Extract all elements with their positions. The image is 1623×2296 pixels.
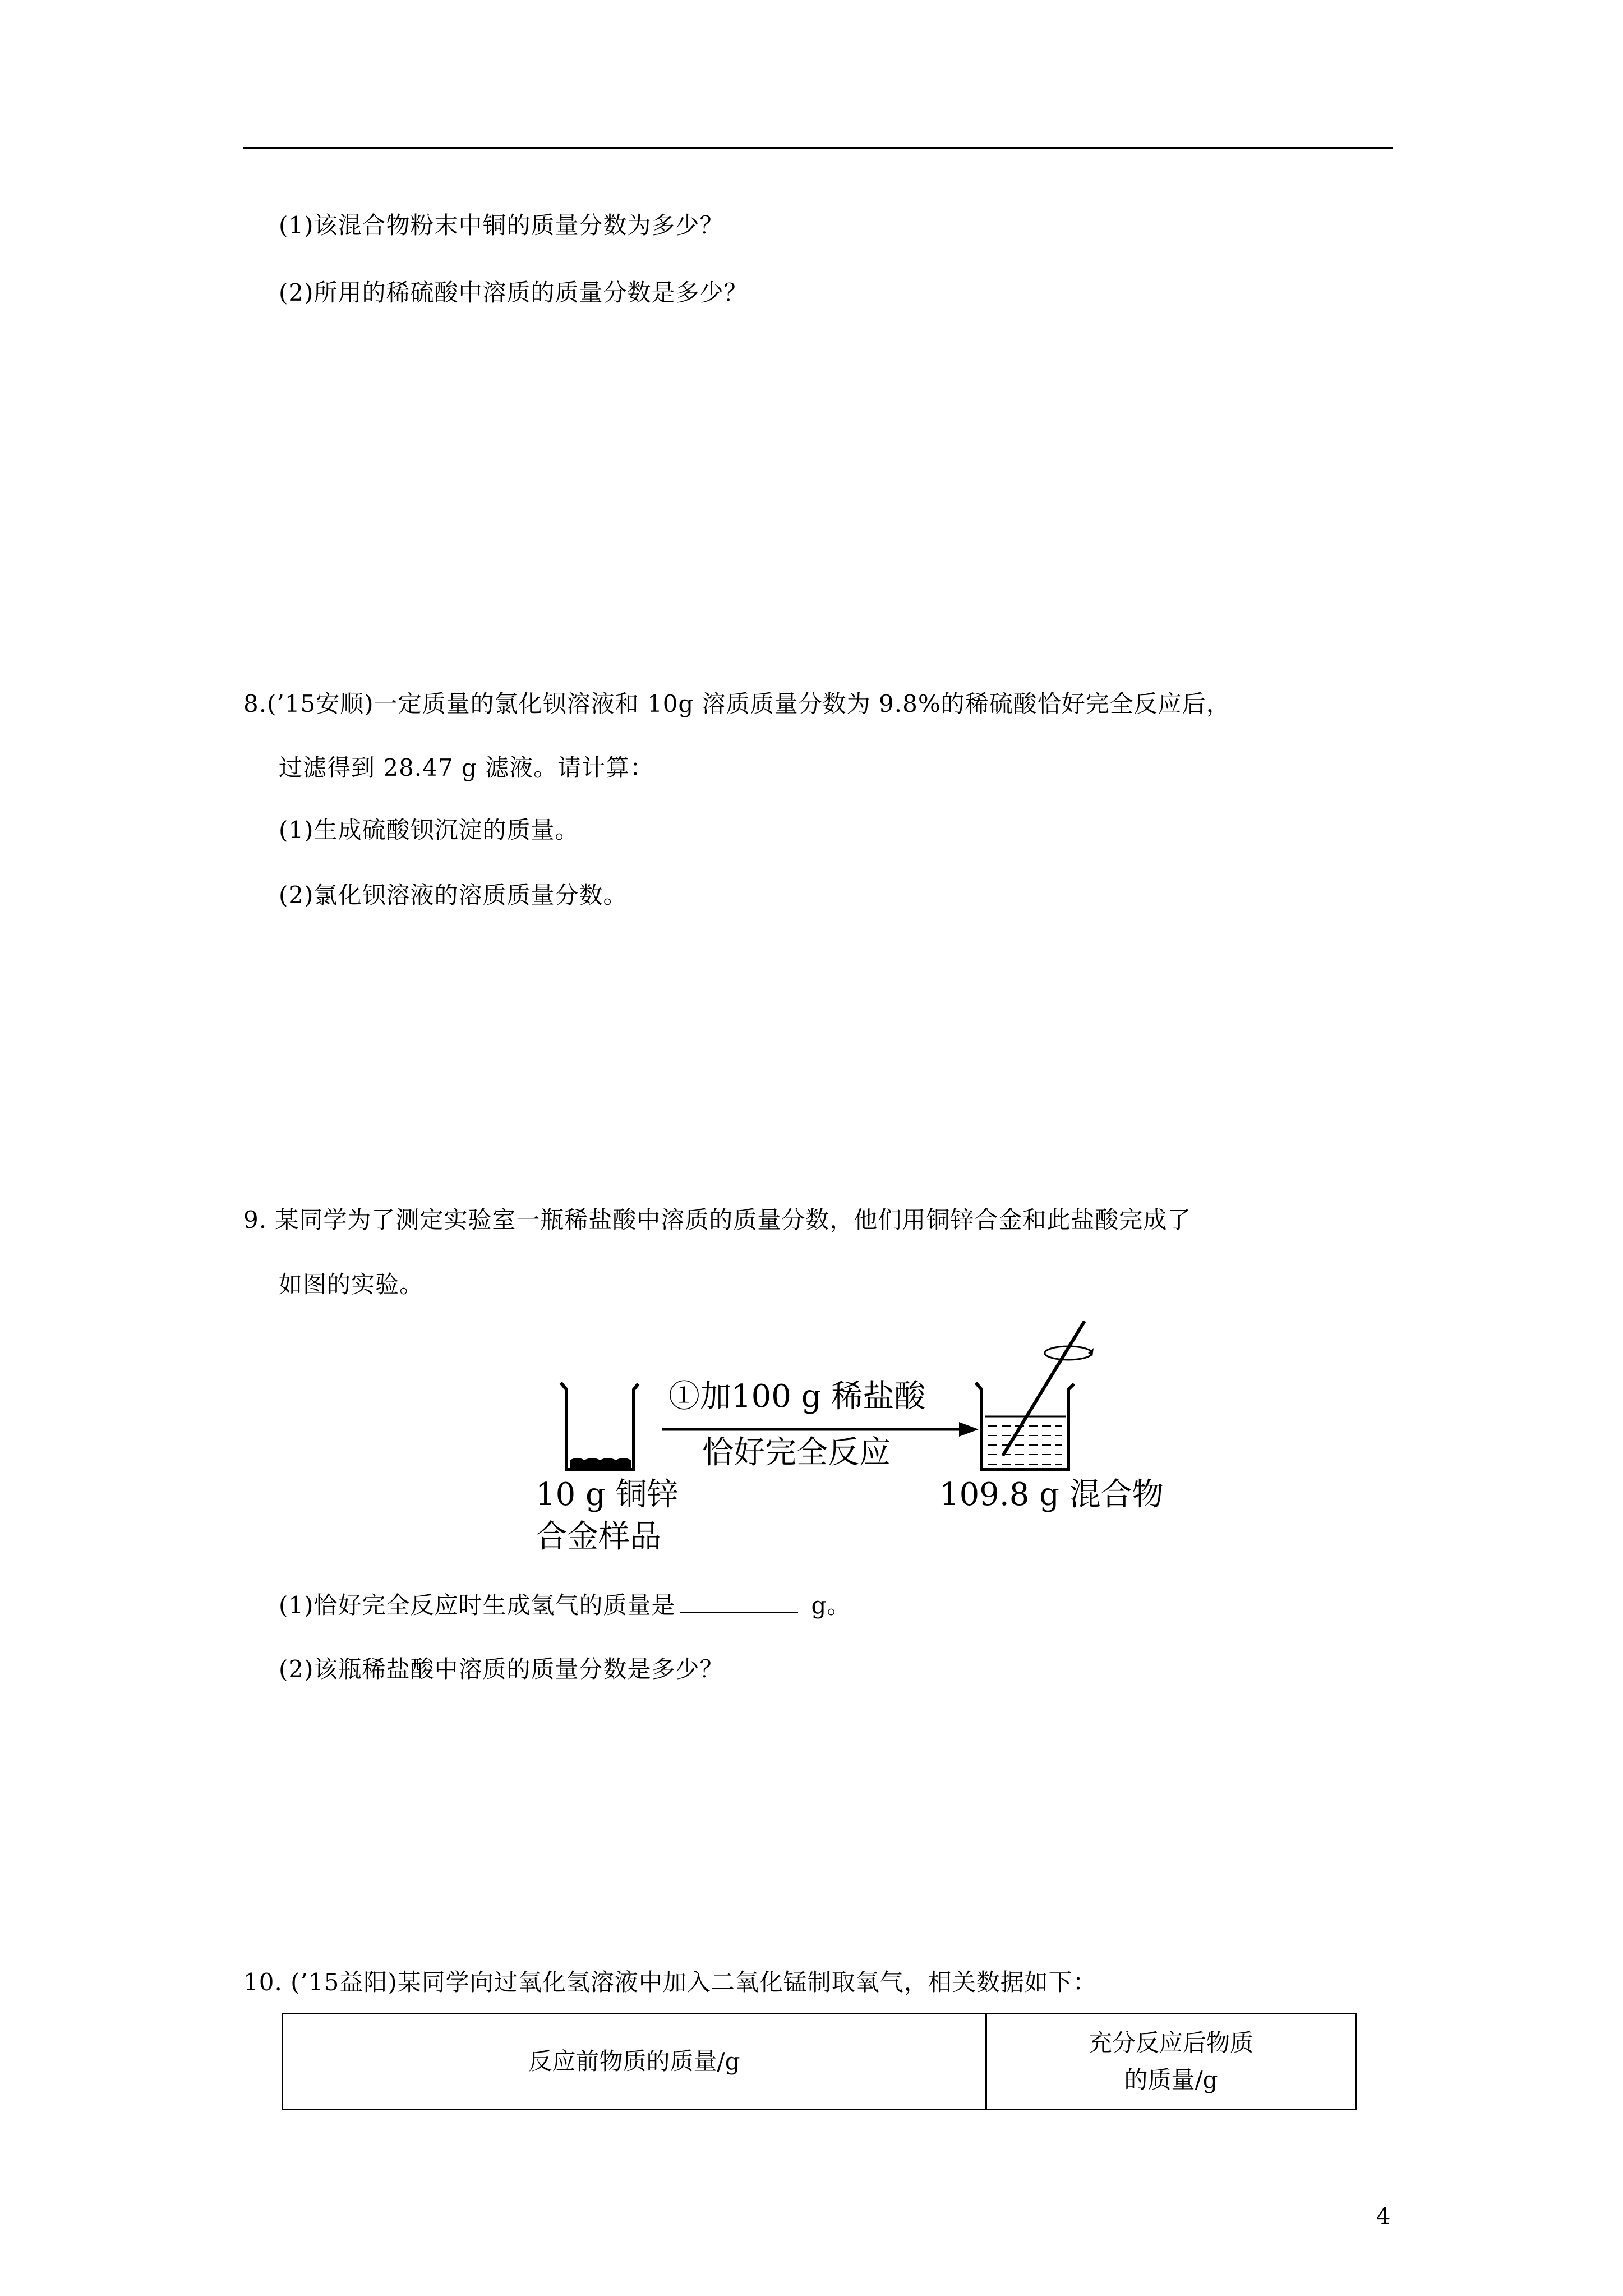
left-beaker-label-2: 合金样品 <box>536 1519 661 1555</box>
experiment-diagram <box>522 1321 1195 1573</box>
q7-sub1: (1)该混合物粉末中铜的质量分数为多少？ <box>279 211 724 239</box>
page-number: 4 <box>1376 2203 1391 2229</box>
q9-line2: 如图的实验。 <box>279 1271 424 1298</box>
q9-sub1-text: (1)恰好完全反应时生成氢气的质量是 <box>279 1591 676 1619</box>
answer-blank[interactable] <box>680 1590 798 1613</box>
table-header-before: 反应前物质的质量/g <box>283 2014 986 2110</box>
data-table <box>282 2013 1357 2110</box>
q8-sub2: (2)氯化钡溶液的溶质质量分数。 <box>279 881 628 909</box>
header-rule <box>243 147 1393 149</box>
beaker-right-icon <box>976 1321 1094 1470</box>
q9-sub1-unit: g。 <box>811 1591 851 1619</box>
right-beaker-label: 109.8 g 混合物 <box>939 1476 1164 1513</box>
arrow-top-label: ①加100 g 稀盐酸 <box>668 1378 926 1415</box>
q8-line2: 过滤得到 28.47 g 滤液。请计算： <box>279 754 654 781</box>
beaker-left-icon <box>561 1383 638 1470</box>
q8-sub1: (1)生成硫酸钡沉淀的质量。 <box>279 816 579 844</box>
table-row <box>283 2014 1356 2110</box>
left-beaker-label-1: 10 g 铜锌 <box>536 1476 679 1513</box>
q7-sub2: (2)所用的稀硫酸中溶质的质量分数是多少？ <box>279 279 748 306</box>
q9-sub2: (2)该瓶稀盐酸中溶质的质量分数是多少？ <box>279 1655 724 1683</box>
arrow-bottom-label: 恰好完全反应 <box>702 1434 891 1471</box>
q10-line1: 10. (’15益阳)某同学向过氧化氢溶液中加入二氧化锰制取氧气，相关数据如下： <box>243 1968 1097 1996</box>
q9-line1: 9. 某同学为了测定实验室一瓶稀盐酸中溶质的质量分数，他们用铜锌合金和此盐酸完成了 <box>243 1206 1192 1234</box>
q9-sub1 <box>279 1589 851 1622</box>
q8-line1: 8.(’15安顺)一定质量的氯化钡溶液和 10g 溶质质量分数为 9.8%的稀硫酸恰好完全反应后， <box>243 690 1230 717</box>
table-header-after: 充分反应后物质 的质量/g <box>986 2014 1356 2110</box>
